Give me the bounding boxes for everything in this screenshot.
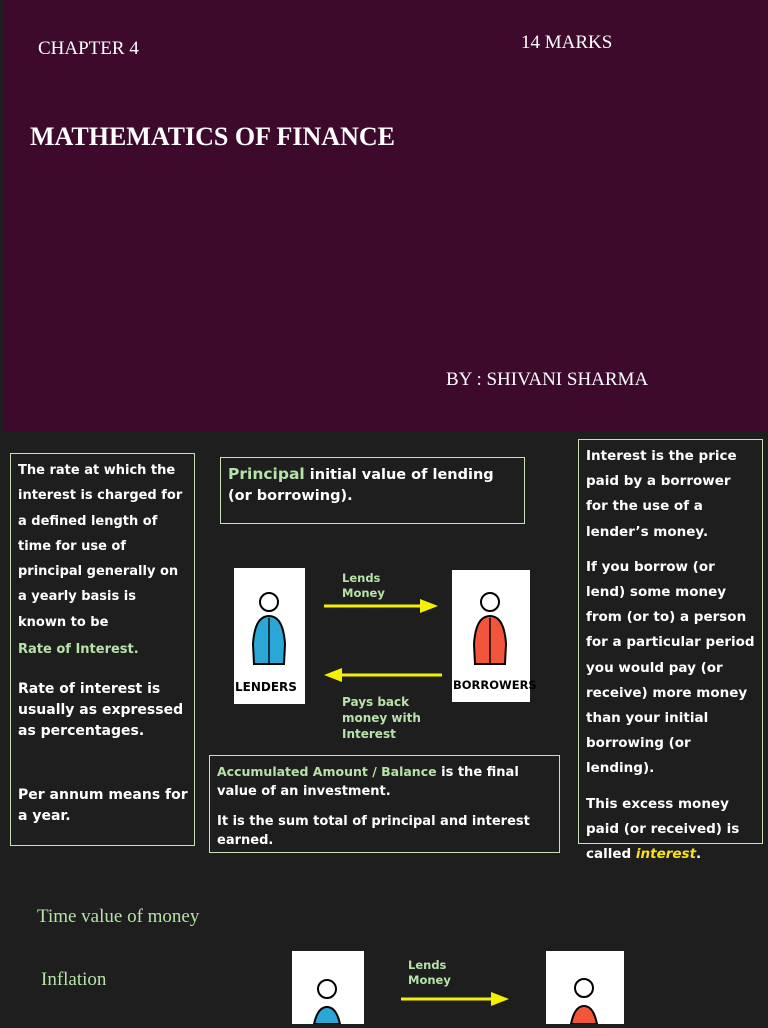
- rate-note-per-annum: Per annum means for a year.: [18, 787, 188, 824]
- borrowers-label: BORROWERS: [453, 678, 537, 692]
- accumulated-definition: is the final value of an investment.: [217, 765, 519, 799]
- rate-of-interest-term: Rate of Interest.: [18, 642, 139, 658]
- principal-box: [220, 457, 525, 524]
- lender-person-icon: [234, 568, 305, 678]
- interest-explanation: If you borrow (or lend) some money from (or to) a person for a particular period you would pay (or receive) more money than your initial borrowing (or lending).: [586, 558, 755, 777]
- lends-arrow-icon: [322, 596, 442, 616]
- borrower-person-icon: [452, 570, 530, 678]
- interest-definition-box: [578, 439, 763, 863]
- lends-money-label-2: Lends Money: [408, 958, 451, 987]
- lenders-label: LENDERS: [235, 680, 297, 694]
- author-label: BY : SHIVANI SHARMA: [446, 369, 649, 390]
- rate-definition: The rate at which the interest is charged for a defined length of time for use of principal generally on a yearly basis is known to be: [18, 463, 183, 630]
- title-slide: [4, 0, 768, 432]
- borrower-person-icon-2: [546, 951, 624, 1024]
- topic-time-value: Time value of money: [37, 906, 200, 927]
- lender-card: [234, 568, 305, 704]
- interest-excess-text: This excess money paid (or received) is called: [586, 795, 740, 863]
- principal-term: Principal: [228, 465, 305, 483]
- accumulated-sum-note: It is the sum total of principal and interest earned.: [217, 814, 530, 848]
- pays-back-label: Pays back money with Interest: [342, 695, 421, 741]
- page-title: MATHEMATICS OF FINANCE: [30, 122, 395, 151]
- interest-term: interest: [635, 846, 697, 863]
- chapter-label: CHAPTER 4: [38, 38, 139, 59]
- accumulated-amount-box: [209, 755, 560, 853]
- lender-person-icon-2: [292, 951, 364, 1024]
- lender-card-2: [292, 951, 364, 1024]
- borrower-card: [452, 570, 537, 702]
- rate-note-percent: Rate of interest is usually as expressed as percentages.: [18, 681, 184, 739]
- marks-label: 14 MARKS: [521, 32, 613, 53]
- accumulated-term: Accumulated Amount / Balance: [217, 764, 437, 779]
- pays-back-arrow-icon: [320, 665, 444, 685]
- interest-definition: Interest is the price paid by a borrower for the use of a lender’s money.: [586, 448, 737, 540]
- interest-term-end: .: [696, 846, 702, 863]
- rate-of-interest-box: [10, 453, 195, 846]
- interest-excess-note: [586, 792, 755, 868]
- principal-definition: initial value of lending (or borrowing).: [228, 467, 494, 504]
- topic-inflation: Inflation: [41, 969, 107, 990]
- borrower-card-2: [546, 951, 624, 1024]
- lends-arrow-icon-2: [399, 989, 514, 1009]
- lends-money-label: Lends Money: [342, 571, 385, 600]
